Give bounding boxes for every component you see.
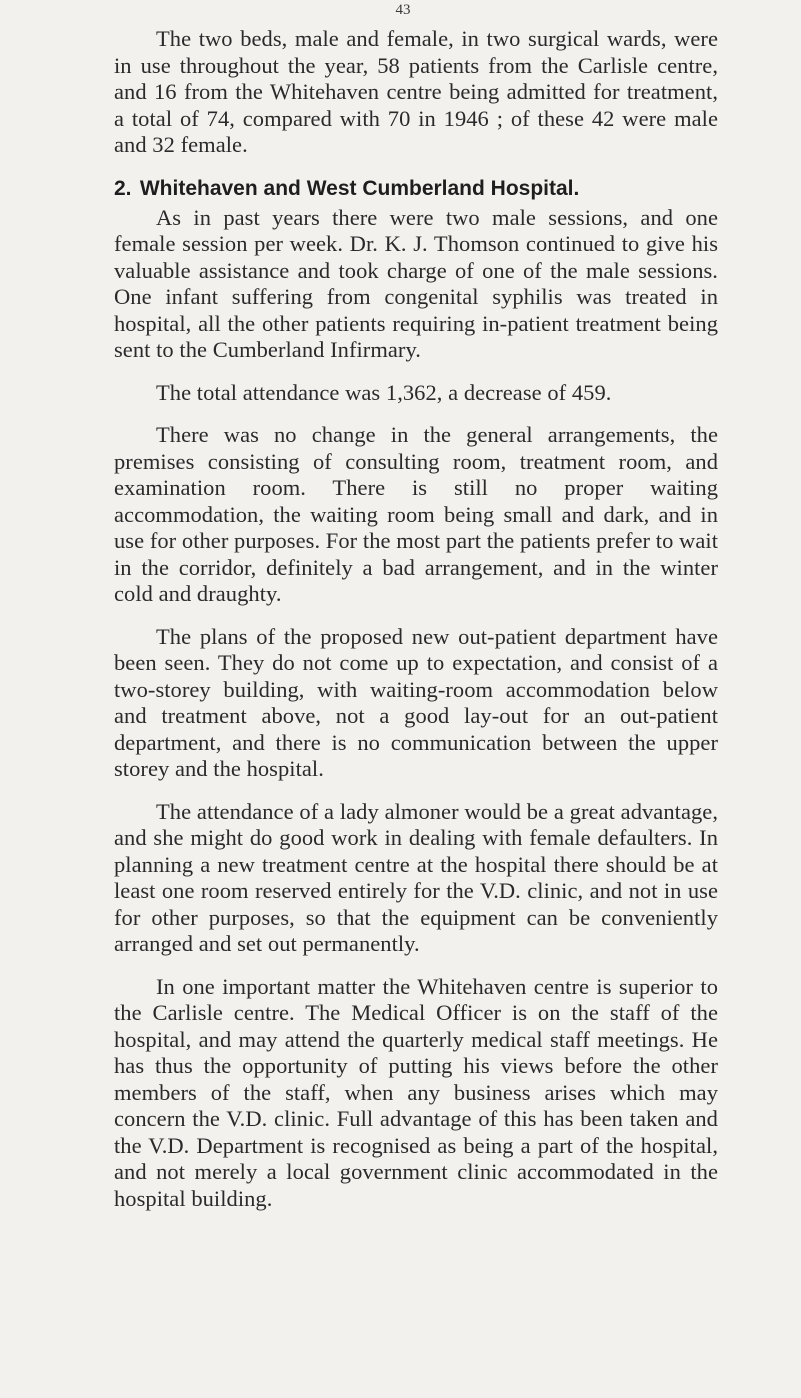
page-body [114,26,718,1228]
paragraph-staff-matters: In one important matter the Whitehaven centre is superior to the Carlisle centre. The Medical Officer is on the staff of the hospital, and may attend the quarterly medical staff meetings. He has thus the opportunity of putting his views before the other members of the staff, when any business arises which may concern the V.D. clinic. Full advantage of this has been taken and the V.D. Department is recognised as being a part of the hospital, and not merely a local government clinic accommodated in the hospital building. [114,973,718,1211]
paragraph-attendance: The total attendance was 1,362, a decrease of 459. [156,379,612,405]
paragraph-sessions: As in past years there were two male sessions, and one female session per week. Dr. K. J. Thomson continued to give his valuable assistance and took charge of one of the male sessions. One infant suffering from congenital syphilis was treated in hospital, all the other patients requiring in-patient treatment being sent to the Cumberland Infirmary. [114,204,718,362]
page-number: 43 [395,2,411,18]
section-heading [114,175,718,203]
section-title: Whitehaven and West Cumberland Hospital. [139,176,580,200]
paragraph-almoner: The attendance of a lady almoner would be a great advantage, and she might do good work in dealing with female defaulters. In planning a new treatment centre at the hospital there should be at least one room reserved entirely for the V.D. clinic, and not in use for other purposes, so that the equipment can be conveniently arranged and set out permanently. [114,798,718,956]
paragraph-arrangements: There was no change in the general arrangements, the premises consisting of consulting room, treatment room, and examination room. There is still no proper waiting accommodation, the waiting room being small and dark, and in use for other purposes. For the most part the patients prefer to wait in the corridor, definitely a bad arrangement, and in the winter cold and draughty. [114,422,718,606]
section-number: 2. [114,176,132,200]
paragraph-plans: The plans of the proposed new out-patient department have been seen. They do not come up to expectation, and consist of a two-storey building, with waiting-room accommodation below and treatment above, not a good lay-out for an out-patient department, and there is no communication between the upper storey and the hospital. [114,623,718,781]
paragraph-surgical-beds: The two beds, male and female, in two surgical wards, were in use throughout the year, 58 patients from the Carlisle centre, and 16 from the Whitehaven centre being admitted for treatment, a total of 74, compared with 70 in 1946 ; of these 42 were male and 32 female. [114,26,718,157]
